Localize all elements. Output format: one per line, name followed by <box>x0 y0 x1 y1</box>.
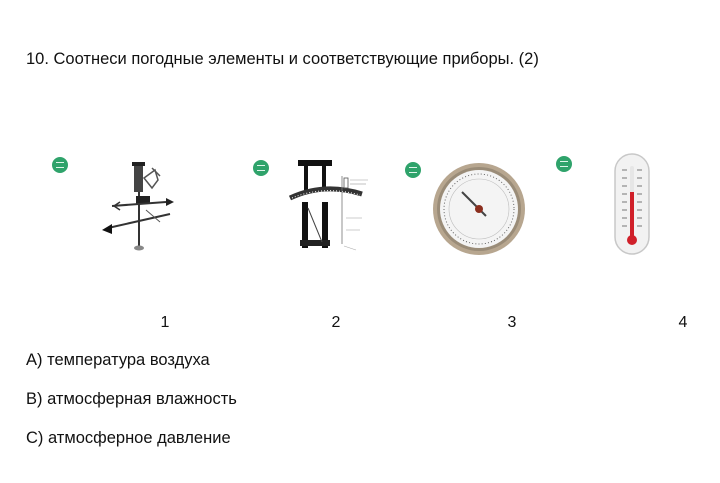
instrument-image-1 <box>100 158 178 253</box>
psychrometer-icon <box>286 158 372 256</box>
instrument-image-4 <box>612 152 652 256</box>
image-number-4: 4 <box>678 314 688 331</box>
instrument-image-2 <box>286 158 372 256</box>
image-badge-4 <box>556 156 572 172</box>
image-number-1: 1 <box>160 314 170 331</box>
image-badge-1 <box>52 157 68 173</box>
option-c: C) атмосферное давление <box>26 429 231 447</box>
image-badge-3 <box>405 162 421 178</box>
instrument-image-3 <box>432 162 526 256</box>
image-number-3: 3 <box>507 314 517 331</box>
option-a: A) температура воздуха <box>26 351 210 369</box>
barometer-dial-icon <box>432 162 526 256</box>
image-number-2: 2 <box>331 314 341 331</box>
question-title: 10. Соотнеси погодные элементы и соответствующие приборы. (2) <box>26 50 539 68</box>
thermometer-icon <box>612 152 652 256</box>
option-b: B) атмосферная влажность <box>26 390 237 408</box>
image-badge-2 <box>253 160 269 176</box>
weather-vane-icon <box>100 158 178 253</box>
